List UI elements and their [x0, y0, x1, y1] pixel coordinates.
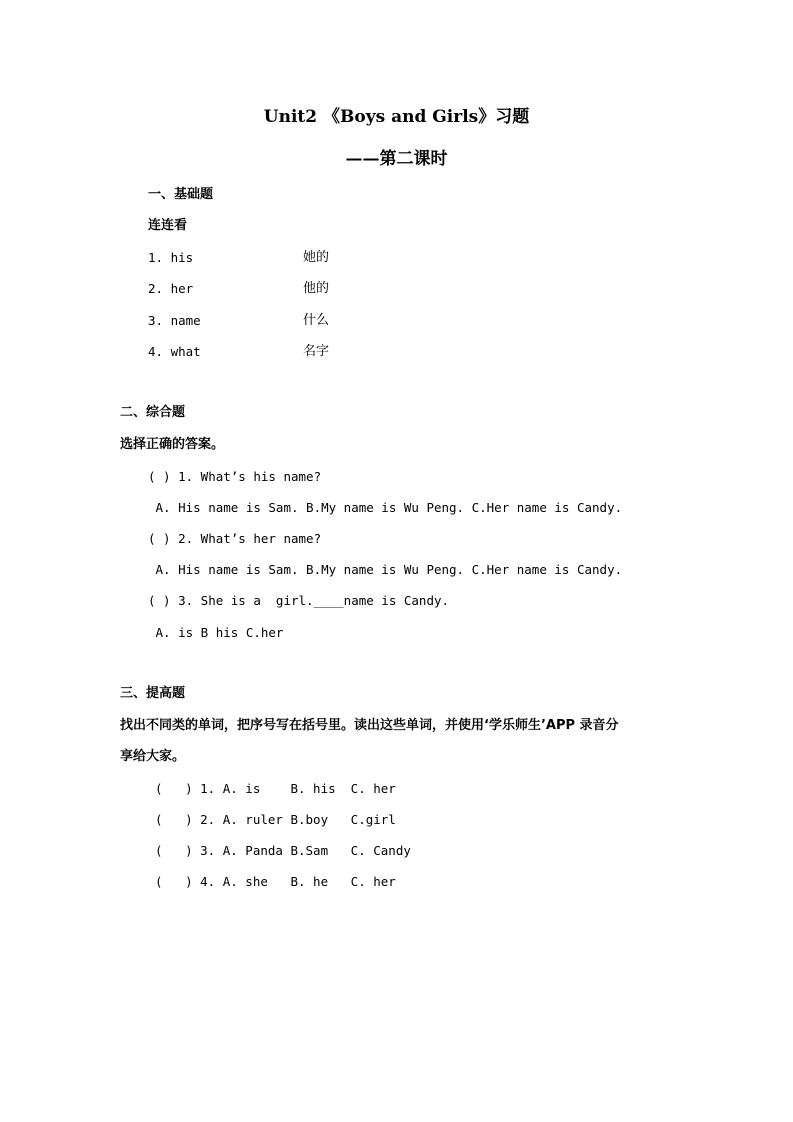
section3-instruction-line1: 找出不同类的单词，把序号写在括号里。读出这些单词，并使用‘学乐师生’APP 录音分	[120, 718, 619, 733]
match-left-3: 3. name	[148, 313, 201, 328]
question-1: ( ) 1. What’s his name?	[148, 469, 322, 484]
page-subtitle: ——第二课时	[345, 149, 448, 169]
section3-instruction-line2: 享给大家。	[120, 749, 186, 764]
section3-heading: 三、提高题	[120, 686, 186, 701]
match-left-1: 1. his	[148, 250, 194, 265]
question-3-options: A. is B his C.her	[148, 625, 284, 640]
match-right-3: 什么	[303, 313, 330, 328]
section2-instruction: 选择正确的答案。	[120, 437, 225, 452]
odd-one-out-item-3: ( ) 3. A. Panda B.Sam C. Candy	[155, 843, 411, 858]
question-1-options: A. His name is Sam. B.My name is Wu Peng. C.Her name is Candy.	[148, 500, 623, 515]
question-2-options: A. His name is Sam. B.My name is Wu Peng. C.Her name is Candy.	[148, 562, 623, 577]
match-right-2: 他的	[303, 281, 330, 296]
match-right-4: 名字	[303, 344, 330, 359]
odd-one-out-item-1: ( ) 1. A. is B. his C. her	[155, 781, 396, 796]
section1-instruction: 连连看	[148, 218, 188, 233]
question-3: ( ) 3. She is a girl.____name is Candy.	[148, 593, 450, 608]
section2-heading: 二、综合题	[120, 405, 186, 420]
odd-one-out-item-2: ( ) 2. A. ruler B.boy C.girl	[155, 812, 396, 827]
odd-one-out-item-4: ( ) 4. A. she B. he C. her	[155, 874, 396, 889]
question-2: ( ) 2. What’s her name?	[148, 531, 322, 546]
section1-heading: 一、基础题	[148, 187, 214, 202]
match-left-2: 2. her	[148, 281, 194, 296]
page-title: Unit2 《Boys and Girls》习题	[263, 107, 530, 127]
match-left-4: 4. what	[148, 344, 201, 359]
match-right-1: 她的	[303, 250, 330, 265]
